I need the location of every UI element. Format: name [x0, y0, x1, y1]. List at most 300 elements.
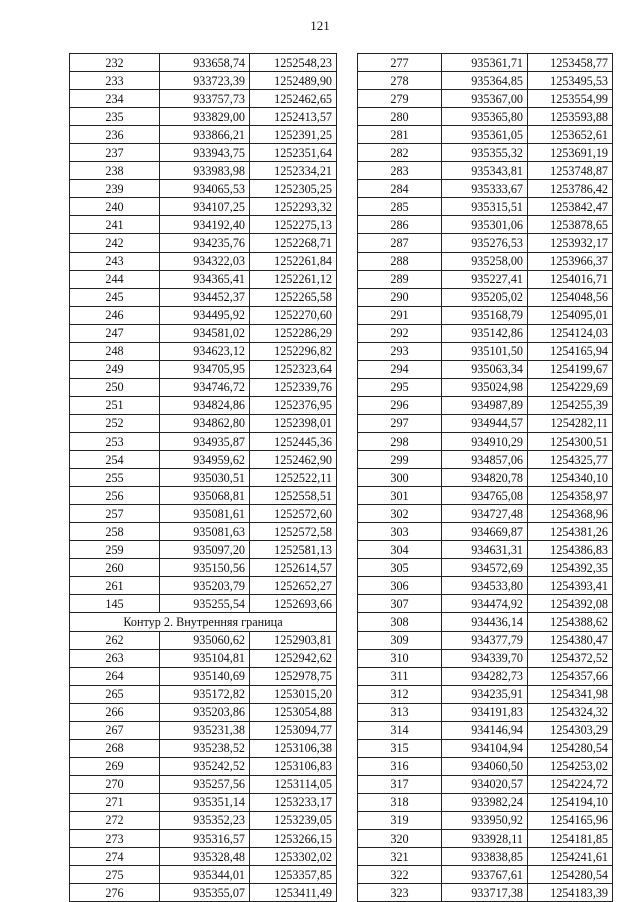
x-coordinate-cell: 935104,81: [160, 649, 250, 667]
table-row: [358, 793, 613, 811]
y-coordinate-cell: 1253054,88: [250, 703, 337, 721]
x-coordinate-cell: 935168,79: [442, 306, 528, 324]
table-row: [70, 144, 337, 162]
x-coordinate-cell: 935231,38: [160, 721, 250, 739]
y-coordinate-cell: 1254324,32: [528, 703, 613, 721]
table-row: [358, 595, 613, 613]
y-coordinate-cell: 1252693,66: [250, 595, 337, 613]
point-number-cell: 261: [70, 577, 160, 595]
x-coordinate-cell: 933950,92: [442, 811, 528, 829]
table-row: [358, 667, 613, 685]
table-row: [358, 198, 613, 216]
x-coordinate-cell: 934065,53: [160, 180, 250, 198]
table-row: [358, 487, 613, 505]
coordinates-table-right: [357, 53, 613, 902]
table-row: [358, 649, 613, 667]
point-number-cell: 301: [358, 487, 442, 505]
x-coordinate-cell: 934104,94: [442, 739, 528, 757]
y-coordinate-cell: 1254229,69: [528, 378, 613, 396]
x-coordinate-cell: 933943,75: [160, 144, 250, 162]
y-coordinate-cell: 1252296,82: [250, 342, 337, 360]
table-row: [70, 396, 337, 414]
y-coordinate-cell: 1252305,25: [250, 180, 337, 198]
table-row: [358, 180, 613, 198]
y-coordinate-cell: 1253842,47: [528, 198, 613, 216]
y-coordinate-cell: 1253357,85: [250, 866, 337, 884]
y-coordinate-cell: 1252270,60: [250, 306, 337, 324]
y-coordinate-cell: 1253932,17: [528, 234, 613, 252]
table-row: [358, 703, 613, 721]
point-number-cell: 263: [70, 649, 160, 667]
table-row: [70, 90, 337, 108]
x-coordinate-cell: 935227,41: [442, 270, 528, 288]
x-coordinate-cell: 935351,14: [160, 793, 250, 811]
point-number-cell: 320: [358, 830, 442, 848]
x-coordinate-cell: 934192,40: [160, 216, 250, 234]
x-coordinate-cell: 935333,67: [442, 180, 528, 198]
point-number-cell: 300: [358, 469, 442, 487]
point-number-cell: 235: [70, 108, 160, 126]
x-coordinate-cell: 935081,61: [160, 505, 250, 523]
table-row: [70, 378, 337, 396]
x-coordinate-cell: 934705,95: [160, 360, 250, 378]
y-coordinate-cell: 1254124,03: [528, 324, 613, 342]
table-row: [358, 432, 613, 450]
point-number-cell: 315: [358, 739, 442, 757]
table-row: [70, 216, 337, 234]
point-number-cell: 291: [358, 306, 442, 324]
x-coordinate-cell: 933767,61: [442, 866, 528, 884]
y-coordinate-cell: 1252334,21: [250, 162, 337, 180]
y-coordinate-cell: 1254280,54: [528, 739, 613, 757]
table-row: [358, 54, 613, 72]
point-number-cell: 286: [358, 216, 442, 234]
point-number-cell: 318: [358, 793, 442, 811]
table-row: [358, 360, 613, 378]
x-coordinate-cell: 935140,69: [160, 667, 250, 685]
table-row: [358, 505, 613, 523]
x-coordinate-cell: 934669,87: [442, 523, 528, 541]
x-coordinate-cell: 935361,71: [442, 54, 528, 72]
table-row: [358, 559, 613, 577]
x-coordinate-cell: 935097,20: [160, 541, 250, 559]
x-coordinate-cell: 933928,11: [442, 830, 528, 848]
x-coordinate-cell: 935150,56: [160, 559, 250, 577]
y-coordinate-cell: 1254199,67: [528, 360, 613, 378]
point-number-cell: 298: [358, 432, 442, 450]
table-row: [358, 631, 613, 649]
point-number-cell: 305: [358, 559, 442, 577]
x-coordinate-cell: 934862,80: [160, 414, 250, 432]
y-coordinate-cell: 1253411,49: [250, 884, 337, 902]
table-row: [358, 378, 613, 396]
point-number-cell: 275: [70, 866, 160, 884]
x-coordinate-cell: 935142,86: [442, 324, 528, 342]
point-number-cell: 317: [358, 775, 442, 793]
y-coordinate-cell: 1252489,90: [250, 72, 337, 90]
table-row: [70, 703, 337, 721]
table-row: [358, 414, 613, 432]
point-number-cell: 319: [358, 811, 442, 829]
point-number-cell: 307: [358, 595, 442, 613]
x-coordinate-cell: 934857,06: [442, 451, 528, 469]
table-row: [358, 234, 613, 252]
point-number-cell: 262: [70, 631, 160, 649]
point-number-cell: 252: [70, 414, 160, 432]
y-coordinate-cell: 1254048,56: [528, 288, 613, 306]
table-row: [70, 848, 337, 866]
y-coordinate-cell: 1254194,10: [528, 793, 613, 811]
table-row: [358, 866, 613, 884]
x-coordinate-cell: 935172,82: [160, 685, 250, 703]
x-coordinate-cell: 935203,86: [160, 703, 250, 721]
x-coordinate-cell: 934339,70: [442, 649, 528, 667]
y-coordinate-cell: 1253593,88: [528, 108, 613, 126]
point-number-cell: 234: [70, 90, 160, 108]
x-coordinate-cell: 934533,80: [442, 577, 528, 595]
y-coordinate-cell: 1253302,02: [250, 848, 337, 866]
y-coordinate-cell: 1253748,87: [528, 162, 613, 180]
x-coordinate-cell: 935203,79: [160, 577, 250, 595]
y-coordinate-cell: 1252462,65: [250, 90, 337, 108]
y-coordinate-cell: 1254165,96: [528, 811, 613, 829]
point-number-cell: 257: [70, 505, 160, 523]
y-coordinate-cell: 1254386,83: [528, 541, 613, 559]
x-coordinate-cell: 935328,48: [160, 848, 250, 866]
point-number-cell: 293: [358, 342, 442, 360]
y-coordinate-cell: 1252903,81: [250, 631, 337, 649]
y-coordinate-cell: 1252275,13: [250, 216, 337, 234]
table-row: [358, 830, 613, 848]
y-coordinate-cell: 1253878,65: [528, 216, 613, 234]
point-number-cell: 292: [358, 324, 442, 342]
point-number-cell: 245: [70, 288, 160, 306]
x-coordinate-cell: 934820,78: [442, 469, 528, 487]
x-coordinate-cell: 934474,92: [442, 595, 528, 613]
table-row: [70, 198, 337, 216]
x-coordinate-cell: 935063,34: [442, 360, 528, 378]
x-coordinate-cell: 935364,85: [442, 72, 528, 90]
x-coordinate-cell: 935081,63: [160, 523, 250, 541]
coordinates-table-left-body: [70, 54, 337, 902]
y-coordinate-cell: 1254393,41: [528, 577, 613, 595]
x-coordinate-cell: 935024,98: [442, 378, 528, 396]
y-coordinate-cell: 1254380,47: [528, 631, 613, 649]
x-coordinate-cell: 933658,74: [160, 54, 250, 72]
x-coordinate-cell: 933829,00: [160, 108, 250, 126]
x-coordinate-cell: 935242,52: [160, 757, 250, 775]
point-number-cell: 294: [358, 360, 442, 378]
point-number-cell: 258: [70, 523, 160, 541]
table-row: [70, 270, 337, 288]
x-coordinate-cell: 935238,52: [160, 739, 250, 757]
x-coordinate-cell: 934377,79: [442, 631, 528, 649]
y-coordinate-cell: 1252445,36: [250, 432, 337, 450]
table-row: [70, 793, 337, 811]
point-number-cell: 265: [70, 685, 160, 703]
y-coordinate-cell: 1254303,29: [528, 721, 613, 739]
y-coordinate-cell: 1253106,38: [250, 739, 337, 757]
table-row: [70, 72, 337, 90]
table-row: [358, 162, 613, 180]
x-coordinate-cell: 934944,57: [442, 414, 528, 432]
table-row: [70, 685, 337, 703]
table-row: [70, 505, 337, 523]
table-row: [358, 811, 613, 829]
point-number-cell: 266: [70, 703, 160, 721]
x-coordinate-cell: 935344,01: [160, 866, 250, 884]
x-coordinate-cell: 934146,94: [442, 721, 528, 739]
y-coordinate-cell: 1252323,64: [250, 360, 337, 378]
table-row: [70, 649, 337, 667]
x-coordinate-cell: 935101,50: [442, 342, 528, 360]
point-number-cell: 247: [70, 324, 160, 342]
y-coordinate-cell: 1253458,77: [528, 54, 613, 72]
y-coordinate-cell: 1252339,76: [250, 378, 337, 396]
y-coordinate-cell: 1253239,05: [250, 811, 337, 829]
x-coordinate-cell: 933838,85: [442, 848, 528, 866]
y-coordinate-cell: 1253786,42: [528, 180, 613, 198]
y-coordinate-cell: 1254253,02: [528, 757, 613, 775]
table-row: [70, 162, 337, 180]
point-number-cell: 241: [70, 216, 160, 234]
y-coordinate-cell: 1252413,57: [250, 108, 337, 126]
y-coordinate-cell: 1254358,97: [528, 487, 613, 505]
y-coordinate-cell: 1254372,52: [528, 649, 613, 667]
x-coordinate-cell: 933723,39: [160, 72, 250, 90]
table-row: [358, 757, 613, 775]
table-row: [70, 559, 337, 577]
x-coordinate-cell: 934322,03: [160, 252, 250, 270]
point-number-cell: 303: [358, 523, 442, 541]
x-coordinate-cell: 935030,51: [160, 469, 250, 487]
y-coordinate-cell: 1252261,12: [250, 270, 337, 288]
table-row: [70, 739, 337, 757]
table-row: [70, 541, 337, 559]
point-number-cell: 314: [358, 721, 442, 739]
point-number-cell: 260: [70, 559, 160, 577]
y-coordinate-cell: 1252558,51: [250, 487, 337, 505]
table-row: [70, 54, 337, 72]
table-row: [358, 72, 613, 90]
point-number-cell: 240: [70, 198, 160, 216]
y-coordinate-cell: 1253495,53: [528, 72, 613, 90]
table-row: [358, 469, 613, 487]
point-number-cell: 313: [358, 703, 442, 721]
table-row: [70, 866, 337, 884]
point-number-cell: 279: [358, 90, 442, 108]
point-number-cell: 270: [70, 775, 160, 793]
table-row: [70, 414, 337, 432]
x-coordinate-cell: 934235,76: [160, 234, 250, 252]
x-coordinate-cell: 935315,51: [442, 198, 528, 216]
y-coordinate-cell: 1254282,11: [528, 414, 613, 432]
y-coordinate-cell: 1252548,23: [250, 54, 337, 72]
point-number-cell: 309: [358, 631, 442, 649]
x-coordinate-cell: 935060,62: [160, 631, 250, 649]
table-row: [70, 775, 337, 793]
point-number-cell: 281: [358, 126, 442, 144]
y-coordinate-cell: 1252652,27: [250, 577, 337, 595]
point-number-cell: 145: [70, 595, 160, 613]
x-coordinate-cell: 934191,83: [442, 703, 528, 721]
table-row: [358, 775, 613, 793]
point-number-cell: 243: [70, 252, 160, 270]
point-number-cell: 237: [70, 144, 160, 162]
section-heading: Контур 2. Внутренняя граница: [70, 613, 337, 631]
x-coordinate-cell: 934495,92: [160, 306, 250, 324]
point-number-cell: 269: [70, 757, 160, 775]
table-row: [358, 342, 613, 360]
table-row: [358, 216, 613, 234]
point-number-cell: 273: [70, 830, 160, 848]
y-coordinate-cell: 1253114,05: [250, 775, 337, 793]
x-coordinate-cell: 933982,24: [442, 793, 528, 811]
table-row: [70, 469, 337, 487]
y-coordinate-cell: 1254165,94: [528, 342, 613, 360]
point-number-cell: 304: [358, 541, 442, 559]
y-coordinate-cell: 1254357,66: [528, 667, 613, 685]
point-number-cell: 249: [70, 360, 160, 378]
point-number-cell: 302: [358, 505, 442, 523]
point-number-cell: 296: [358, 396, 442, 414]
y-coordinate-cell: 1253233,17: [250, 793, 337, 811]
y-coordinate-cell: 1252351,64: [250, 144, 337, 162]
y-coordinate-cell: 1253094,77: [250, 721, 337, 739]
table-row: [70, 360, 337, 378]
point-number-cell: 289: [358, 270, 442, 288]
point-number-cell: 316: [358, 757, 442, 775]
x-coordinate-cell: 934235,91: [442, 685, 528, 703]
x-coordinate-cell: 934746,72: [160, 378, 250, 396]
y-coordinate-cell: 1252376,95: [250, 396, 337, 414]
point-number-cell: 232: [70, 54, 160, 72]
y-coordinate-cell: 1253652,61: [528, 126, 613, 144]
point-number-cell: 244: [70, 270, 160, 288]
y-coordinate-cell: 1252978,75: [250, 667, 337, 685]
table-row: [358, 144, 613, 162]
y-coordinate-cell: 1254368,96: [528, 505, 613, 523]
table-row: [70, 811, 337, 829]
point-number-cell: 272: [70, 811, 160, 829]
y-coordinate-cell: 1254341,98: [528, 685, 613, 703]
table-row: [70, 667, 337, 685]
point-number-cell: 322: [358, 866, 442, 884]
y-coordinate-cell: 1254016,71: [528, 270, 613, 288]
point-number-cell: 236: [70, 126, 160, 144]
y-coordinate-cell: 1254224,72: [528, 775, 613, 793]
table-row: [70, 451, 337, 469]
point-number-cell: 271: [70, 793, 160, 811]
table-row: [358, 451, 613, 469]
point-number-cell: 323: [358, 884, 442, 902]
y-coordinate-cell: 1252261,84: [250, 252, 337, 270]
point-number-cell: 308: [358, 613, 442, 631]
y-coordinate-cell: 1254095,01: [528, 306, 613, 324]
y-coordinate-cell: 1253691,19: [528, 144, 613, 162]
table-row: [70, 180, 337, 198]
table-row: [358, 90, 613, 108]
x-coordinate-cell: 934107,25: [160, 198, 250, 216]
x-coordinate-cell: 934910,29: [442, 432, 528, 450]
x-coordinate-cell: 934452,37: [160, 288, 250, 306]
coordinates-table-left: [69, 53, 337, 902]
y-coordinate-cell: 1253015,20: [250, 685, 337, 703]
table-row: [358, 848, 613, 866]
table-row: [70, 252, 337, 270]
x-coordinate-cell: 935255,54: [160, 595, 250, 613]
x-coordinate-cell: 935355,32: [442, 144, 528, 162]
x-coordinate-cell: 934824,86: [160, 396, 250, 414]
point-number-cell: 259: [70, 541, 160, 559]
y-coordinate-cell: 1252268,71: [250, 234, 337, 252]
point-number-cell: 285: [358, 198, 442, 216]
table-row: [358, 396, 613, 414]
y-coordinate-cell: 1254340,10: [528, 469, 613, 487]
table-row: [70, 487, 337, 505]
y-coordinate-cell: 1253966,37: [528, 252, 613, 270]
table-row: [358, 721, 613, 739]
x-coordinate-cell: 933866,21: [160, 126, 250, 144]
x-coordinate-cell: 935301,06: [442, 216, 528, 234]
table-row: [358, 252, 613, 270]
x-coordinate-cell: 933983,98: [160, 162, 250, 180]
table-row: [358, 541, 613, 559]
point-number-cell: 295: [358, 378, 442, 396]
point-number-cell: 251: [70, 396, 160, 414]
y-coordinate-cell: 1254300,51: [528, 432, 613, 450]
x-coordinate-cell: 934765,08: [442, 487, 528, 505]
y-coordinate-cell: 1254392,35: [528, 559, 613, 577]
point-number-cell: 290: [358, 288, 442, 306]
table-row: [70, 631, 337, 649]
y-coordinate-cell: 1252614,57: [250, 559, 337, 577]
x-coordinate-cell: 933757,73: [160, 90, 250, 108]
table-row: [358, 613, 613, 631]
point-number-cell: 306: [358, 577, 442, 595]
y-coordinate-cell: 1254183,39: [528, 884, 613, 902]
table-row: [358, 270, 613, 288]
x-coordinate-cell: 934727,48: [442, 505, 528, 523]
x-coordinate-cell: 934623,12: [160, 342, 250, 360]
table-row: [70, 108, 337, 126]
table-row: [358, 126, 613, 144]
point-number-cell: 250: [70, 378, 160, 396]
table-row: [70, 757, 337, 775]
x-coordinate-cell: 935205,02: [442, 288, 528, 306]
y-coordinate-cell: 1254388,62: [528, 613, 613, 631]
x-coordinate-cell: 935316,57: [160, 830, 250, 848]
point-number-cell: 246: [70, 306, 160, 324]
point-number-cell: 282: [358, 144, 442, 162]
x-coordinate-cell: 935068,81: [160, 487, 250, 505]
table-row: [70, 721, 337, 739]
point-number-cell: 312: [358, 685, 442, 703]
y-coordinate-cell: 1254325,77: [528, 451, 613, 469]
y-coordinate-cell: 1252398,01: [250, 414, 337, 432]
table-row: [358, 577, 613, 595]
point-number-cell: 321: [358, 848, 442, 866]
x-coordinate-cell: 933717,38: [442, 884, 528, 902]
y-coordinate-cell: 1252522,11: [250, 469, 337, 487]
table-row: [70, 126, 337, 144]
point-number-cell: 278: [358, 72, 442, 90]
point-number-cell: 254: [70, 451, 160, 469]
x-coordinate-cell: 935355,07: [160, 884, 250, 902]
table-row: [70, 342, 337, 360]
x-coordinate-cell: 934282,73: [442, 667, 528, 685]
x-coordinate-cell: 934020,57: [442, 775, 528, 793]
